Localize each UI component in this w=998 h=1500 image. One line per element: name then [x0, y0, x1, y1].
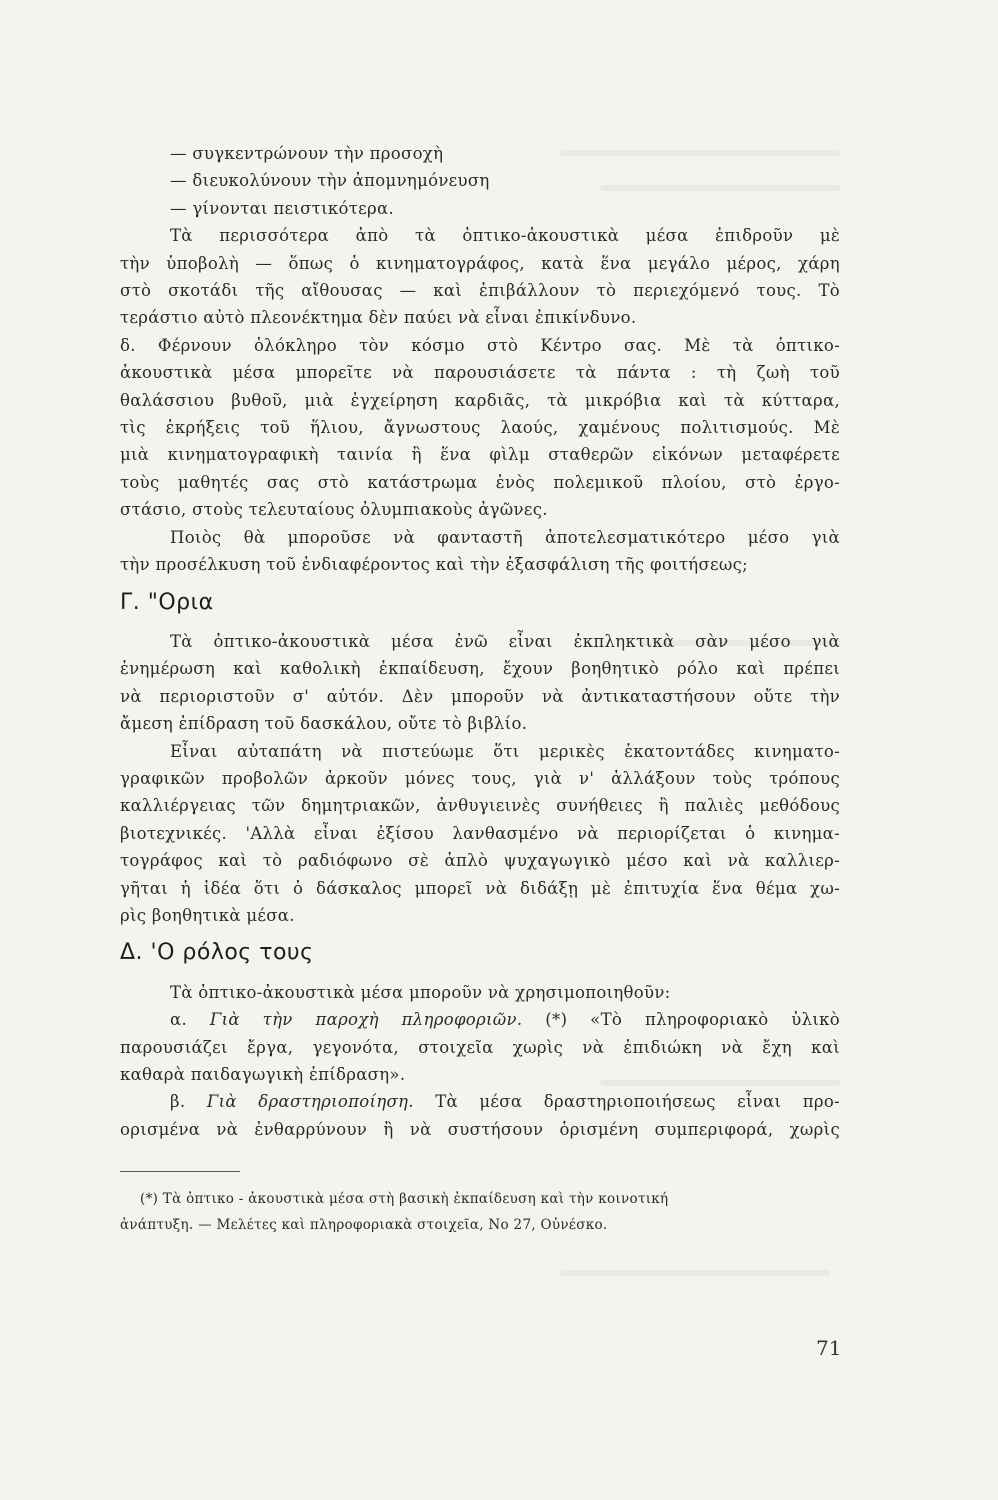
paragraph-5	[120, 738, 840, 930]
text-line: γραφικῶν προβολῶν ἀρκοῦν μόνες τους, γιὰ ν' ἀλλάξουν τοὺς τρόπους	[120, 768, 840, 788]
text-line: θαλάσσιου βυθοῦ, μιὰ ἐγχείρηση καρδιᾶς, τὰ μικρόβια καὶ τὰ κύτταρα,	[120, 390, 840, 410]
text-line: στὸ σκοτάδι τῆς αἴθουσας — καὶ ἐπιβάλλουν τὸ περιεχόμενό τους. Τὸ	[120, 281, 840, 301]
text-line: Ποιὸς θὰ μποροῦσε νὰ φανταστῆ ἀποτελεσματικότερο μέσο γιὰ	[170, 527, 840, 547]
italic-phrase: Γιὰ δραστηριοποίηση.	[206, 1092, 414, 1112]
list-item: — συγκεντρώνουν τὴν προσοχὴ	[170, 144, 444, 163]
footnote-divider	[120, 1171, 240, 1172]
paragraph-1	[120, 222, 840, 332]
text-line: μιὰ κινηματογραφικὴ ταινία ἢ ἕνα φὶλμ σταθερῶν εἰκόνων μεταφέρετε	[120, 445, 840, 465]
text-line: ορισμένα νὰ ἐνθαρρύνουν ἢ νὰ συστήσουν ὁρισμένη συμπεριφορά, χωρὶς	[120, 1119, 840, 1139]
paragraph-8	[120, 1088, 840, 1143]
text-line: ἀκουστικὰ μέσα μπορεῖτε νὰ παρουσιάσετε τὰ πάντα : τὴ ζωὴ τοῦ	[120, 363, 840, 383]
paragraph-7	[120, 1006, 840, 1088]
section-heading-role: Δ. 'Ο ρόλος τους	[120, 940, 314, 966]
text-line: τὶς ἐκρήξεις τοῦ ἥλιου, ἄγνωστους λαούς, χαμένους πολιτισμούς. Μὲ	[120, 418, 840, 438]
text-line: τὴν προσέλκυση τοῦ ἐνδιαφέροντος καὶ τὴν ἐξασφάλιση τῆς φοιτήσεως;	[120, 555, 749, 575]
text-line: καθαρὰ παιδαγωγικὴ ἐπίδραση».	[120, 1065, 406, 1084]
text-line: Τὰ ὀπτικο-ἀκουστικὰ μέσα μποροῦν νὰ χρησιμοποιηθοῦν:	[170, 982, 671, 1002]
footnote-line: ἀνάπτυξη. — Μελέτες καὶ πληροφοριακὰ στοιχεῖα, Νο 27, Οὐνέσκο.	[120, 1217, 608, 1234]
text-line: ἄμεση ἐπίδραση τοῦ δασκάλου, οὔτε τὸ βιβλίο.	[120, 714, 528, 734]
footnote-line: (*) Τὰ ὀπτικο - ἀκουστικὰ μέσα στὴ βασικὴ ἐκπαίδευση καὶ τὴν κοινοτική	[140, 1191, 669, 1208]
text-line: β. Γιὰ δραστηριοποίηση. Τὰ μέσα δραστηριοποιήσεως εἶναι προ-	[170, 1092, 840, 1112]
text-line: τὴν ὑποβολὴ — ὅπως ὁ κινηματογράφος, κατὰ ἕνα μεγάλο μέρος, χάρη	[120, 253, 840, 273]
paragraph-2	[120, 332, 840, 524]
text-line: γῆται ἡ ἰδέα ὅτι ὁ δάσκαλος μπορεῖ νὰ διδάξῃ μὲ ἐπιτυχία ἕνα θέμα χω-	[120, 878, 840, 898]
text-line: δ. Φέρνουν ὁλόκληρο τὸν κόσμο στὸ Κέντρο σας. Μὲ τὰ ὀπτικο-	[120, 335, 840, 355]
text-line: ἐνημέρωση καὶ καθολικὴ ἐκπαίδευση, ἔχουν βοηθητικὸ ρόλο καὶ πρέπει	[120, 659, 840, 679]
footnote	[120, 1186, 840, 1238]
paragraph-4	[120, 628, 840, 738]
text-line: Τὰ περισσότερα ἀπὸ τὰ ὀπτικο-ἀκουστικὰ μέσα ἐπιδροῦν μὲ	[170, 226, 840, 246]
text-line: καλλιέργειας τῶν δημητριακῶν, ἀνθυγιεινὲς συνήθειες ἢ παλιὲς μεθόδους	[120, 796, 840, 816]
text-line: βιοτεχνικές. 'Αλλὰ εἶναι ἐξίσου λανθασμένο νὰ περιορίζεται ὁ κινημα-	[120, 823, 840, 843]
text-line: ρὶς βοηθητικὰ μέσα.	[120, 905, 295, 925]
text-line: νὰ περιοριστοῦν σ' αὐτόν. Δὲν μποροῦν νὰ ἀντικαταστήσουν οὔτε τὴν	[120, 686, 840, 706]
text-line: παρουσιάζει ἔργα, γεγονότα, στοιχεῖα χωρὶς νὰ ἐπιδιώκη νὰ ἔχη καὶ	[120, 1037, 840, 1057]
text-line: τογράφος καὶ τὸ ραδιόφωνο σὲ ἁπλὸ ψυχαγωγικὸ μέσο καὶ νὰ καλλιερ-	[120, 851, 840, 871]
text-line: α. Γιὰ τὴν παροχὴ πληροφοριῶν. (*) «Τὸ πληροφοριακὸ ὑλικὸ	[170, 1010, 840, 1030]
bullet-list	[120, 140, 840, 222]
text-line: τοὺς μαθητές σας στὸ κατάστρωμα ἑνὸς πολεμικοῦ πλοίου, στὸ ἐργο-	[120, 472, 840, 492]
list-item: — διευκολύνουν τὴν ἀπομνημόνευση	[170, 171, 490, 191]
italic-phrase: Γιὰ τὴν παροχὴ πληροφοριῶν.	[209, 1010, 523, 1030]
text-line: Τὰ ὀπτικο-ἀκουστικὰ μέσα ἐνῶ εἶναι ἐκπληκτικὰ σὰν μέσο γιὰ	[170, 631, 840, 651]
page-number: 71	[816, 1336, 842, 1360]
paragraph-3	[120, 524, 840, 579]
list-item: — γίνονται πειστικότερα.	[170, 198, 394, 218]
section-heading-limits: Γ. "Ορια	[120, 589, 214, 615]
document-page	[120, 140, 840, 1238]
text-line: Εἶναι αὐταπάτη νὰ πιστεύωμε ὅτι μερικὲς ἑκατοντάδες κινηματο-	[170, 741, 840, 761]
text-line: τεράστιο αὐτὸ πλεονέκτημα δὲν παύει νὰ εἶναι ἐπικίνδυνο.	[120, 308, 637, 328]
text-line: στάσιο, στοὺς τελευταίους ὀλυμπιακοὺς ἀγῶνες.	[120, 500, 548, 520]
